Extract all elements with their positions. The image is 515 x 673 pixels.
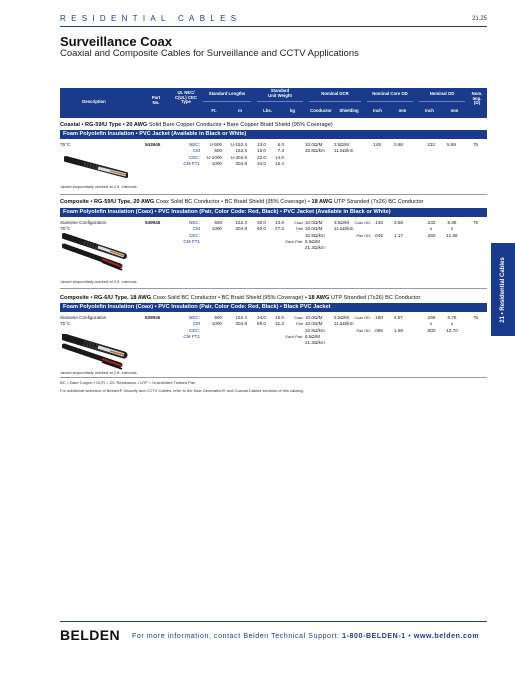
section-title-type: Composite • RG-59/U Type, 20 AWG <box>60 199 155 205</box>
weight-kg: 13.6 27.3 <box>275 220 284 232</box>
table-header <box>60 88 487 118</box>
length-m: 152.4 304.8 <box>235 220 247 232</box>
cable-types: NEC: CM CEC: CM FT1 <box>183 220 200 244</box>
section-title <box>60 122 333 128</box>
section-separator <box>60 377 487 378</box>
construction-bar: Foam Polyolefin Insulation (Coax) • PVC Insulation (Pair, Color Code: Red, Black) • Black PVC Jacket <box>60 303 487 312</box>
core-od-mm: 3.68 <box>394 142 403 147</box>
nominal-od-inch: .266 x .500 <box>426 315 436 333</box>
section-title-pair-detail: UTP Stranded (7x26) BC Conductor <box>332 199 424 205</box>
section-separator <box>60 288 487 289</box>
construction-bar: Foam Polyolefin Insulation • PVC Jacket (Available in Black or White) <box>60 130 487 139</box>
legend-note: BC = Bare Copper • DCR = DC Resistance • UTP = Unshielded Twisted Pair <box>60 380 196 385</box>
footer-separator: • <box>405 633 414 640</box>
length-m: 152.4 304.8 <box>235 315 247 327</box>
side-tab-label: 21 • Residential Cables <box>500 256 506 323</box>
website-link[interactable]: www.belden.com <box>413 633 480 640</box>
section-title-detail: Coax Solid BC Conductor • BC Braid Shield (95% Coverage) • <box>154 199 312 205</box>
weight-lbs: 34.0 69.0 <box>257 315 266 327</box>
weight-kg: 6.0 7.3 14.5 15.4 <box>275 142 284 166</box>
siamese-cable-image <box>62 232 128 272</box>
dcr-conductor: 10.0Ω/M 32.8Ω/km <box>305 142 325 154</box>
col-weight-kg: kg <box>289 108 295 113</box>
impedance: 75 <box>473 142 479 147</box>
col-unit-weight: Standard Unit Weight <box>268 88 292 98</box>
part-number: 549945 <box>145 220 161 225</box>
nominal-od-inch: .232 x .460 <box>426 220 436 238</box>
col-ul-nec-type: UL NEC/ C(UL) CEC Type <box>175 90 197 105</box>
description-cell: Siamese Configuration 75°C <box>60 315 107 327</box>
marking-note: Jacket sequentially marked at 2 ft. intervals. <box>60 279 138 284</box>
dcr-labels: Coax Pair Each Pair: <box>285 316 303 339</box>
length-m: U-152.4 152.4 U-304.8 304.8 <box>230 142 247 166</box>
col-nominal-od-mm: mm <box>450 108 459 113</box>
col-core-od-inch: Inch <box>373 108 382 113</box>
col-dcr-shielding: Shielding <box>339 108 359 113</box>
impedance: 75 <box>473 220 479 225</box>
catalog-section-header: RESIDENTIAL CABLES <box>60 14 242 23</box>
length-ft: 500 1000 <box>211 315 222 327</box>
col-nominal-od: Nominal OD <box>429 91 455 96</box>
side-section-tab <box>491 243 515 336</box>
footer-rule <box>60 621 487 622</box>
col-core-od: Nominal Core OD <box>372 91 408 96</box>
core-od-inch: .145 <box>372 142 381 147</box>
section-title <box>60 199 423 205</box>
siamese-cable-image <box>62 334 128 370</box>
col-weight-lbs: Lbs. <box>263 108 272 113</box>
dcr-conductor: 10.0Ω/M 10.0Ω/M 32.8Ω/km 6.5Ω/M 21.3Ω/km <box>305 315 325 346</box>
description-cell: Siamese Configuration 75°C <box>60 220 107 232</box>
weight-kg: 15.5 31.3 <box>275 315 284 327</box>
weight-lbs: 13.0 16.0 32.0 34.0 <box>257 142 266 166</box>
col-nominal-od-inch: Inch <box>425 108 434 113</box>
footer-contact <box>132 633 479 640</box>
dcr-conductor: 10.0Ω/M 10.0Ω/M 32.8Ω/km 6.5Ω/M 21.3Ω/km <box>305 220 325 251</box>
header-divider <box>309 101 361 102</box>
section-title-pair: 18 AWG <box>311 199 333 205</box>
header-divider <box>367 101 413 102</box>
impedance: 75 <box>473 315 479 320</box>
col-dcr-conductor: Conductor <box>310 108 332 113</box>
col-nom-imp: Nom. Imp. (Ω) <box>471 91 483 106</box>
section-title-type: Composite • RG-6/U Type, 18 AWG <box>60 295 152 301</box>
header-rule <box>60 26 487 27</box>
core-od-mm: 4.57 1.68 <box>394 315 403 333</box>
page-number: 21.25 <box>471 16 487 22</box>
od-labels: Coax OD: Pair OD: <box>354 316 371 333</box>
cable-types: NEC: CM CEC: CM FT1 <box>183 142 200 166</box>
header-divider <box>257 101 303 102</box>
dcr-shielding: 3.5Ω/M 11.5Ω/km <box>334 220 354 232</box>
selection-footnote: For additional selection of Belden® Security and CCTV Cables, refer to the New Generation® and Coaxial Cables sections of this catalog. <box>60 388 305 393</box>
nominal-od-inch: .232 <box>426 142 435 147</box>
description-cell: 75°C <box>60 142 71 147</box>
section-title-detail: Coax Solid BC Conductor • BC Braid Shield (95% Coverage) • <box>151 295 309 301</box>
col-nominal-dcr: Nominal DCR <box>321 91 349 96</box>
marking-note: Jacket sequentially marked at 2 ft. intervals. <box>60 184 138 189</box>
marking-note: Jacket sequentially marked at 2 ft. intervals. <box>60 370 138 375</box>
nominal-od-mm: 5.89 x 11.68 <box>446 220 458 238</box>
col-core-od-mm: mm <box>398 108 407 113</box>
cable-types: NEC: CM CEC: CM FT1 <box>183 315 200 339</box>
nominal-od-mm: 5.89 <box>447 142 456 147</box>
dcr-labels: Coax Pair Each Pair: <box>285 221 303 244</box>
weight-lbs: 30.0 60.0 <box>257 220 266 232</box>
page-subtitle: Coaxial and Composite Cables for Surveillance and CCTV Applications <box>60 48 359 59</box>
belden-logo: BELDEN <box>60 627 120 643</box>
col-standard-lengths: Standard Lengths <box>208 91 246 96</box>
page-title: Surveillance Coax <box>60 34 172 49</box>
part-number: 543945 <box>145 142 161 147</box>
header-divider <box>419 101 465 102</box>
header-divider <box>203 101 251 102</box>
dcr-shielding: 3.5Ω/M 11.5Ω/km <box>334 142 354 154</box>
section-separator <box>60 194 487 195</box>
section-title-type: Coaxial • RG-59/U Type • 20 AWG <box>60 122 148 128</box>
length-ft: U-500 500 U-1000 1000 <box>206 142 222 166</box>
construction-bar: Foam Polyolefin Insulation (Coax) • PVC Insulation (Pair, Color Code: Red, Black) • PVC Jacket (Available in Black or White) <box>60 208 487 217</box>
support-phone: 1-800-BELDEN-1 <box>342 633 406 640</box>
length-ft: 500 1000 <box>211 220 222 232</box>
core-od-mm: 3.68 1.17 <box>394 220 403 238</box>
col-length-ft: Ft. <box>211 108 217 113</box>
coax-cable-image <box>64 156 128 178</box>
section-title-pair: 18 AWG <box>308 295 330 301</box>
core-od-inch: .145 .046 <box>374 220 383 238</box>
footer-contact-text: For more information, contact Belden Technical Support: <box>132 633 343 640</box>
section-title-pair-detail: UTP Stranded (7x26) BC Conductor <box>329 295 421 301</box>
nominal-od-mm: 6.76 x 12.70 <box>446 315 458 333</box>
od-labels: Coax OD: Pair OD: <box>354 221 371 238</box>
part-number: 539945 <box>145 315 161 320</box>
col-length-m: m <box>238 108 242 113</box>
col-description: Description <box>82 99 106 104</box>
section-title-detail: Solid Bare Copper Conductor • Bare Copper Braid Shield (95% Coverage) <box>147 122 333 128</box>
section-title <box>60 295 420 301</box>
dcr-shielding: 3.5Ω/M 11.5Ω/km <box>334 315 354 327</box>
core-od-inch: .180 .066 <box>374 315 383 333</box>
col-part-no: Part No. <box>151 95 161 105</box>
